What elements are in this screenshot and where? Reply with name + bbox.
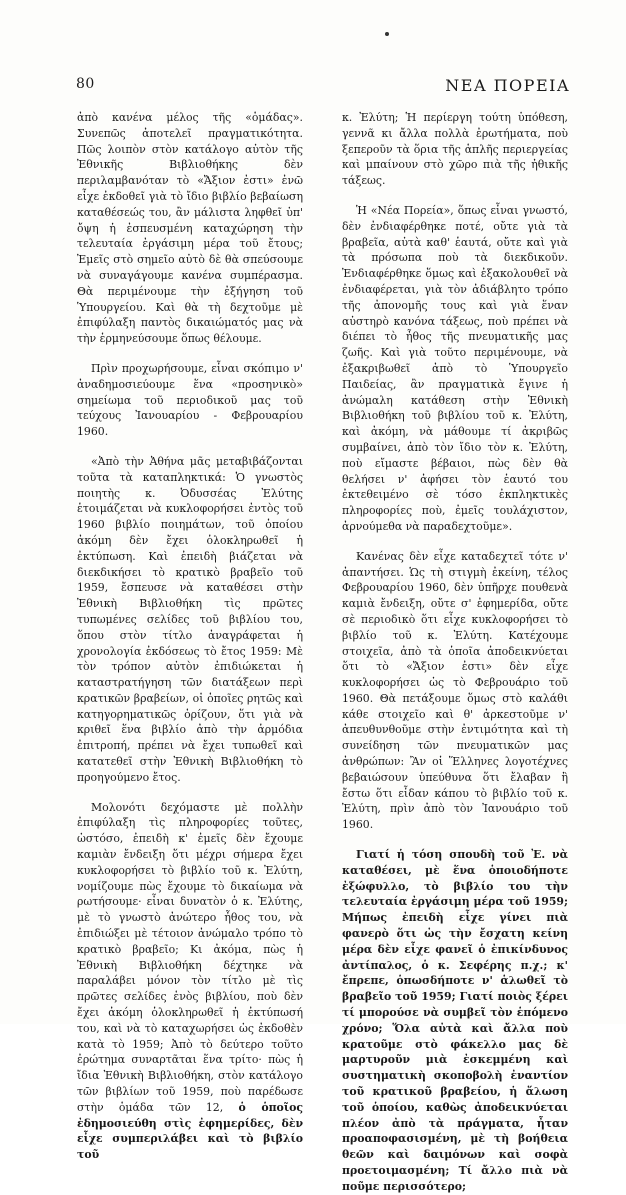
paragraph-no-reply: Κανένας δὲν εἶχε καταδεχτεῖ τότε ν' ἀπαντήσει. Ὡς τὴ στιγμὴ ἐκείνη, τέλος Φεβρουαρίου 1960, δὲν ὑπῆρχε πουθενὰ καμιὰ ἔνδειξη, οὔτε σ' ἐφημερίδα, οὔτε σὲ περιοδικὸ ὅτι εἶχε κυκλοφορήσει τὸ βιβλίο τοῦ κ. Ἐλύτη. Κατέχουμε στοιχεῖα, ἀπὸ τὰ ὁποῖα ἀποδεικνύεται ὅτι τὸ «Ἄξιον ἐστι» δὲν εἶχε κυκλοφορήσει ὡς τὸ Φεβρουάριο τοῦ 1960. Θὰ πετάξουμε ὅμως στὸ καλάθι κάθε στοιχεῖο καὶ θ' ἀρκεστοῦμε ν' ἀπευθυνθοῦμε στὴν ἐντιμότητα καὶ τὴ συνείδηση τῶν πνευματικῶν μας ἀνθρώπων: Ἂν οἱ Ἕλληνες λογοτέχνες βεβαιώσουν ὑπεύθυνα ὅτι ἔλαβαν ἢ ἔστω ὅτι εἶδαν κάπου τὸ βιβλίο τοῦ κ. Ἐλύτη, πρὶν ἀπὸ τὸν Ἰανουάριο τοῦ 1960. <box>342 549 568 832</box>
paragraph-questions-bold: ὁ ὁποῖος ἐδημοσιεύθη στὶς ἐφημερίδες, δὲν εἶχε συμπεριλάβει καὶ τὸ βιβλίο τοῦ <box>77 1100 303 1162</box>
paragraph-nea-poreia-stance: Ἡ «Νέα Πορεία», ὅπως εἶναι γνωστό, δὲν ἐνδιαφέρθηκε ποτέ, οὔτε γιὰ τὰ βραβεῖα, αὐτὰ καθ' ἑαυτά, οὔτε καὶ γιὰ τὰ πρόσωπα ποὺ τὰ διεκδικοῦν. Ἐνδιαφέρθηκε ὅμως καὶ ἐξακολουθεῖ νὰ ἐνδιαφέρεται, γιὰ τὸν ἀδιάβλητο τρόπο τῆς ἀπονομῆς τους καὶ γιὰ ἕναν αὐστηρὸ κανόνα τάξεως, ποὺ πρέπει νὰ διέπει τὸ ἦθος τῆς πνευματικῆς μας ζωῆς. Καὶ γιὰ τοῦτο περιμένουμε, νὰ ἐξακριβωθεῖ ἀπὸ τὸ Ὑπουργεῖο Παιδείας, ἂν πραγματικὰ ἔγινε ἡ ἀνώμαλη κατάθεση στὴν Ἐθνικὴ Βιβλιοθήκη τοῦ βιβλίου τοῦ κ. Ἐλύτη, καὶ ἀκόμη, νὰ μάθουμε τί ἀκριβῶς συμβαίνει, ἀπὸ τὸν ἴδιο τὸν κ. Ἐλύτη, ποὺ εἴμαστε βέβαιοι, πὼς δὲν θὰ θελήσει ν' ἀφήσει τὸν ἑαυτό του ἐκτεθειμένο σὲ τόσο ἐκπληκτικὲς πληροφορίες ποὺ, ἐμεῖς τουλάχιστον, ἀρνούμεθα νὰ παραδεχτοῦμε». <box>342 203 568 533</box>
print-speck <box>385 32 389 36</box>
page-header <box>76 76 570 98</box>
paragraph-questions-text: Μολονότι δεχόμαστε μὲ πολλὴν ἐπιφύλαξη τὶς πληροφορίες τοῦτες, ὡστόσο, ἐπειδὴ κ' ἐμεῖς δὲν ἔχουμε καμιὰν ἔνδειξη ὅτι μέχρι σήμερα ἔχει κυκλοφορήσει τὸ βιβλίο τοῦ κ. Ἐλύτη, νομίζουμε πὼς ἔχουμε τὸ δικαίωμα νὰ ρωτήσουμε· εἶναι δυνατὸν ὁ κ. Ἐλύτης, μὲ τὸ γνωστὸ ἀνώτερο ἦθος του, νὰ ἐπιδιώξει μὲ τέτοιον ἀνώμαλο τρόπο τὸ κρατικὸ βραβεῖο; Κι ἀκόμα, πὼς ἡ Ἐθνικὴ Βιβλιοθήκη δέχτηκε νὰ παραλάβει μόνον τὸν τίτλο μὲ τὶς πρῶτες σελίδες ἑνὸς βιβλίου, ποὺ δὲν ἔχει ἀκόμη ὁλοκληρωθεῖ ἡ ἐκτύπωσή του, καὶ νὰ τὸ καταχωρήσει ὡς ἐκδοθὲν κατὰ τὸ 1959; Ἀπὸ τὸ δεύτερο τοῦτο ἐρώτημα συναρτᾶται ἕνα τρίτο· πὼς ἡ ἴδια Ἐθνικὴ Βιβλιοθήκη, στὸν κατάλογο τῶν βιβλίων τοῦ 1959, ποὺ παρέδωσε στὴν ὁμάδα τῶν 12, <box>77 800 303 1114</box>
paragraph-haste-question <box>342 847 568 1195</box>
paragraph-continuation-right: κ. Ἐλύτη; Ἡ περίεργη τούτη ὑπόθεση, γεννᾶ κι ἄλλα πολλὰ ἐρωτήματα, ποὺ ξεπεροῦν τὰ ὅρια τῆς ἁπλῆς περιεργείας καὶ μπαίνουν στὸ χῶρο πιὰ τῆς ἠθικῆς τάξεως. <box>342 111 568 188</box>
right-column <box>342 110 568 1195</box>
journal-title: ΝΕΑ ΠΟΡΕΙΑ <box>445 76 570 95</box>
paragraph-continuation: ἀπὸ κανένα μέλος τῆς «ὁμάδας». Συνεπῶς ἀποτελεῖ πραγματικότητα. Πῶς λοιπὸν στὸν κατάλογο αὐτὸν τῆς Ἐθνικῆς Βιβλιοθήκης δὲν περιλαμβανόταν τὸ «Ἄξιον ἐστι» ἐνῶ εἶχε ἐκδοθεῖ γιὰ τὸ ἴδιο βιβλίο βεβαίωση καταθέσεώς του, ἂν μάλιστα ληφθεῖ ὑπ' ὄψη ἡ ἐσπευσμένη καταχώρηση τὴν τελευταία ἐργάσιμη μέρα τοῦ ἔτους; Ἐμεῖς στὸ σημεῖο αὐτὸ δὲ θὰ σπεύσουμε νὰ συναγάγουμε κανένα συμπέρασμα. Θὰ περιμένουμε τὴν ἐξήγηση τοῦ Ὑπουργείου. Καὶ θὰ τὴ δεχτοῦμε μὲ ἐπιφύλαξη παντὸς δικαιώματός μας νὰ τὴν ἑρμηνεύσουμε ὅπως θέλουμε. <box>77 111 303 346</box>
left-column <box>77 110 303 1163</box>
paragraph-questions <box>77 800 303 1163</box>
paragraph-quoted-report: «Ἀπὸ τὴν Ἀθήνα μᾶς μεταβιβάζονται τοῦτα τὰ καταπληκτικά: Ὁ γνωστὸς ποιητὴς κ. Ὀδυσσέας Ἐλύτης ἑτοιμάζεται νὰ κυκλοφορήσει ἐντὸς τοῦ 1960 βιβλίο ποιημάτων, τοῦ ὁποίου ἀκόμη δὲν ἔχει ὁλοκληρωθεῖ ἡ ἐκτύπωση. Καὶ ἐπειδὴ βιάζεται νὰ διεκδικήσει τὸ κρατικὸ βραβεῖο τοῦ 1959, ἔσπευσε νὰ καταθέσει στὴν Ἐθνικὴ Βιβλιοθήκη τὶς πρῶτες τυπωμένες σελίδες τοῦ βιβλίου του, ὅπου στὸν τίτλο ἀναγράφεται ἡ χρονολογία ἐκδόσεως τὸ ἔτος 1959: Μὲ τὸν τρόπον αὐτὸν ἐπιδιώκεται ἡ καταστρατήγηση τῶν διατάξεων περὶ κρατικῶν βραβείων, οἱ ὁποῖες ρητῶς καὶ κατηγορηματικῶς ὁρίζουν, ὅτι γιὰ νὰ κριθεῖ ἕνα βιβλίο ἀπὸ τὴν ἁρμόδια ἐπιτροπή, πρέπει νὰ ἔχει τυπωθεῖ καὶ κατατεθεῖ στὴν Ἐθνικὴ Βιβλιοθήκη τὸ προηγούμενο ἔτος. <box>77 454 303 784</box>
paragraph-haste-text: Γιατί ἡ τόση σπουδὴ τοῦ Ἐ. νὰ καταθέσει, μὲ ἕνα ὁποιοδήποτε ἐξώφυλλο, τὸ βιβλίο του τὴν τελευταία ἐργάσιμη μέρα τοῦ 1959; Μήπως ἐπειδὴ εἶχε γίνει πιὰ φανερὸ ὅτι ὡς τὴν ἔσχατη κείνη μέρα δὲν εἶχε φανεῖ ὁ ἐπικίνδυνος ἀντίπαλος, ὁ κ. Σεφέρης π.χ.; κ' ἔπρεπε, ὁπωσδήποτε ν' ἁλωθεῖ τὸ βραβεῖο τοῦ 1959; Γιατί ποιὸς ξέρει τί μπορούσε νὰ συμβεῖ τὸν ἑπόμενο χρόνο; Ὅλα αὐτὰ καὶ ἄλλα ποὺ κρατοῦμε στὸ φάκελλο μας δὲ μαρτυροῦν μιὰ ἐσκεμμένη καὶ συστηματικὴ σκοποβολὴ ἐναντίον τοῦ κρατικοῦ βραβείου, ἡ ἅλωση τοῦ ὁποίου, καθὼς ἀποδεικνύεται πλέον ἀπὸ τὰ πράγματα, ἦταν προαποφασισμένη, μὲ τὴ βοήθεια θεῶν καὶ δαιμόνων καὶ σοφὰ προετοιμασμένη; Τί ἄλλο πιὰ νὰ ποῦμε περισσότερο; <box>342 848 568 1193</box>
paragraph-republication-note: Πρὶν προχωρήσουμε, εἶναι σκόπιμο ν' ἀναδημοσιεύουμε ἕνα «προσηνικὸ» σημείωμα τοῦ περιοδικοῦ μας τοῦ τεύχους Ἰανουαρίου - Φεβρουαρίου 1960. <box>77 361 303 439</box>
page-number: 80 <box>76 76 95 92</box>
